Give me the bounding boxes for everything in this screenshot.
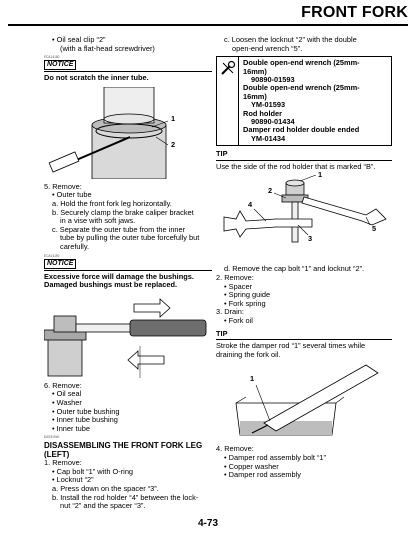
tip-rule — [216, 339, 392, 340]
callout-2: 2 — [171, 139, 176, 149]
section-heading: (LEFT) — [44, 450, 70, 460]
drain-figure — [216, 363, 392, 441]
tool-number: 90890-01434 — [251, 117, 295, 127]
remove-item: • Damper rod assembly — [224, 470, 301, 480]
remove-item: • Washer — [52, 397, 82, 407]
remove-item: • Inner tube bushing — [52, 415, 118, 425]
special-tools-box — [216, 56, 392, 146]
rod-holder-figure — [216, 170, 392, 261]
tip-text: Stroke the damper rod “1” several times while — [216, 341, 366, 351]
substep-b: b. Install the rod holder “4” between the lock- — [52, 492, 199, 502]
wrench-icon — [217, 57, 239, 145]
notice-text: Damaged bushings must be replaced. — [44, 280, 178, 290]
tool-number: YM-01434 — [251, 133, 286, 143]
step-5c: carefully. — [60, 241, 90, 251]
section-heading: DISASSEMBLING THE FRONT FORK LEG — [44, 441, 203, 451]
callout-1: 1 — [250, 374, 255, 384]
remove-item: • Copper washer — [224, 461, 279, 471]
remove-item: • Fork spring — [224, 298, 266, 308]
substep-b: nut “2” and the spacer “3”. — [60, 501, 146, 511]
tool-line: Double open-end wrench (25mm- — [243, 83, 360, 93]
notice-label: NOTICE — [44, 259, 76, 269]
oil-seal-illustration — [44, 87, 212, 179]
notice-text: Do not scratch the inner tube. — [44, 73, 149, 83]
rod-holder-illustration — [216, 175, 392, 261]
tip-label: TIP — [216, 328, 228, 338]
tip-text: Use the side of the rod holder that is marked “B”. — [216, 161, 376, 171]
notice-rule — [44, 71, 212, 72]
substep-d: d. Remove the cap bolt “1” and locknut “2”. — [224, 264, 365, 274]
drain-item: • Fork oil — [224, 316, 253, 325]
remove-item: • Outer tube bushing — [52, 406, 120, 416]
tip-rule — [216, 160, 392, 161]
notice-label: NOTICE — [44, 60, 76, 70]
step-3: 3. Drain: — [216, 307, 244, 317]
tool-number: YM-01593 — [251, 100, 286, 110]
remove-item: • Locknut “2” — [52, 475, 94, 485]
step-5a: a. Hold the front fork leg horizontally. — [52, 198, 172, 208]
notice-rule — [44, 270, 212, 271]
step-6: 6. Remove: — [44, 380, 82, 390]
tool-line: 16mm) — [243, 91, 267, 101]
tool-line: Double open-end wrench (25mm- — [243, 58, 360, 68]
outer-tube-item: • Outer tube — [52, 190, 92, 200]
notice-text: Excessive force will damage the bushings. — [44, 271, 194, 281]
callout-5: 5 — [372, 224, 377, 234]
step-5c: tube by pulling the outer tube forcefully but — [60, 233, 200, 243]
callout-4: 4 — [248, 200, 253, 210]
tool-line: Rod holder — [243, 108, 283, 118]
header-rule — [8, 24, 408, 26]
callout-3: 3 — [308, 234, 313, 244]
callout-2: 2 — [268, 186, 273, 196]
right-column — [216, 36, 392, 480]
step-4: 4. Remove: — [216, 444, 254, 454]
reference-code: EAS31940 — [44, 435, 60, 440]
step-5b: in a vise with soft jaws. — [60, 216, 136, 226]
reference-code: ECA14190 — [44, 253, 60, 258]
page-number: 4-73 — [197, 518, 218, 529]
page-title: FRONT FORK — [301, 4, 408, 21]
step-5c: c. Separate the outer tube from the inner — [52, 224, 186, 234]
tool-number: 90890-01593 — [251, 75, 295, 84]
remove-item: • Cap bolt “1” with O-ring — [52, 466, 134, 476]
step-2: 2. Remove: — [216, 273, 254, 283]
substep-c: open-end wrench “5”. — [232, 43, 303, 53]
remove-item: • Inner tube — [52, 423, 90, 433]
step-5b: b. Securely clamp the brake caliper bracket — [52, 207, 194, 217]
tools-list — [239, 57, 364, 145]
tip-label: TIP — [216, 149, 228, 159]
tool-line: 16mm) — [243, 66, 267, 76]
substep-a: a. Press down on the spacer “3”. — [52, 484, 159, 494]
oil-seal-figure — [44, 87, 212, 179]
tool-line: Damper rod holder double ended — [243, 125, 360, 135]
remove-item: • Spacer — [224, 281, 253, 291]
vise-figure — [44, 294, 212, 378]
reference-code: ECA14180 — [44, 55, 60, 60]
remove-item: • Oil seal — [52, 389, 82, 399]
disassembly-step-1: 1. Remove: — [44, 458, 82, 468]
callout-1: 1 — [318, 170, 323, 180]
drain-illustration — [216, 363, 392, 441]
tip-text: draining the fork oil. — [216, 349, 281, 359]
substep-c: c. Loosen the locknut “2” with the double — [224, 35, 357, 44]
remove-item: • Damper rod assembly bolt “1” — [224, 452, 326, 462]
intro-line: • Oil seal clip “2” — [52, 35, 106, 44]
step-5: 5. Remove: — [44, 181, 82, 191]
callout-1: 1 — [171, 113, 176, 123]
intro-line: (with a flat-head screwdriver) — [60, 43, 155, 53]
left-column — [44, 36, 212, 511]
remove-item: • Spring guide — [224, 290, 271, 300]
vise-illustration — [44, 294, 212, 378]
